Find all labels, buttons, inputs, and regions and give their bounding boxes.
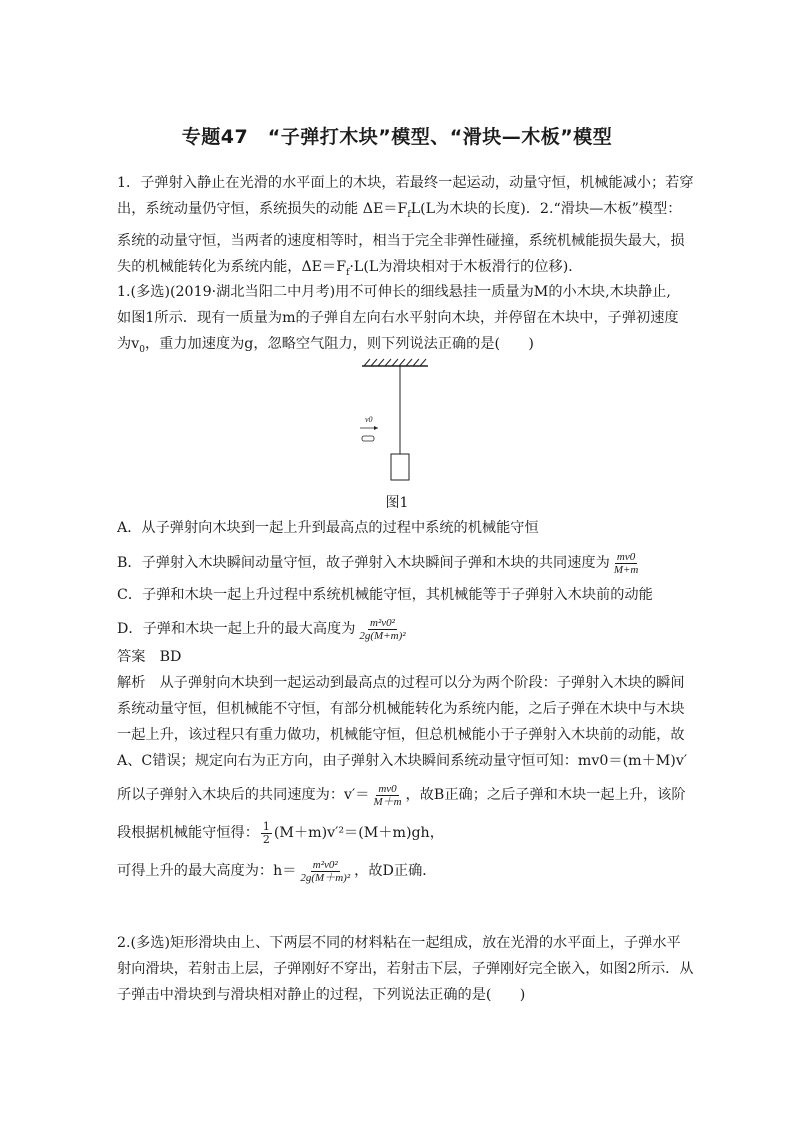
option-a: A．从子弹射向木块到一起上升到最高点的过程中系统的机械能守恒 xyxy=(117,520,539,536)
intro-line-1: 1．子弹射入静止在光滑的水平面上的木块，若最终一起运动，动量守恒，机械能减小；若穿 xyxy=(117,175,694,191)
option-d: D．子弹和木块一起上升的最大高度为 $\frac{\text{m²v0²}}{\text{2g(M+m)²}}$ xyxy=(117,616,406,642)
ceiling-hatch xyxy=(364,359,426,366)
option-c: C．子弹和木块一起上升过程中系统机械能守恒，其机械能等于子弹射入木块前的动能 xyxy=(117,587,653,603)
question-1-stem xyxy=(117,279,682,363)
intro-line-2: 出，系统动量仍守恒，系统损失的动能 $\Delta E=F_fL(L$为木块的长度)．2.“滑块—木板”模型： xyxy=(117,201,682,220)
q1-stem-line-3: 为$v_0$，重力加速度为g，忽略空气阻力，则下列说法正确的是( ) xyxy=(117,336,534,355)
q1-stem-line-1: 1.(多选)(2019·湖北当阳二中月考)用不可伸长的细线悬挂一质量为M的小木块,木块静止, xyxy=(117,284,671,300)
analysis-line-4: A、C错误；规定向右为正方向，由子弹射入木块瞬间系统动量守恒可知：mv0＝(m＋M)v′ xyxy=(117,753,688,769)
intro-line-4: 失的机械能转化为系统内能，$\Delta E=F_f\cdot L(L$为滑块相对于木板滑行的位移)． xyxy=(117,258,583,278)
analysis-line-7: 可得上升的最大高度为：h＝ $\frac{\text{m²v0²}}{\text{2g(M＋m)²}}$ ，故D正确． xyxy=(117,858,437,884)
v0-label: v0 xyxy=(365,415,373,424)
intro-line-3: 系统的动量守恒，当两者的速度相等时，相当于完全非弹性碰撞，系统机械能损失最大，损 xyxy=(117,232,685,249)
bullet xyxy=(362,436,374,441)
q2-line-3: 子弹击中滑块到与滑块相对静止的过程，下列说法正确的是( ) xyxy=(117,987,526,1003)
pendulum-figure xyxy=(340,358,450,488)
analysis-line-5: 所以子弹射入木块后的共同速度为：v′＝ $\frac{mv0}{M+m}$ ，故B正确；之后子弹和木块一起上升，该阶 xyxy=(117,782,686,808)
analysis-line-3: 一起上升，该过程只有重力做功，机械能守恒，但总机械能小于子弹射入木块前的动能，故 xyxy=(117,727,685,743)
answer-line: 答案 BD xyxy=(117,649,182,665)
q2-line-1: 2.(多选)矩形滑块由上、下两层不同的材料粘在一起组成，放在光滑的水平面上，子弹水平 xyxy=(117,935,681,951)
analysis-line-2: 系统动量守恒，但机械能不守恒，有部分机械能转化为系统内能，之后子弹在木块中与木块 xyxy=(117,701,685,717)
page-title: 专题47 “子弹打木块”模型、“滑块—木板”模型 xyxy=(181,126,613,148)
intro-paragraph xyxy=(117,170,694,286)
q1-stem-line-2: 如图1所示．现有一质量为m的子弹自左向右水平射向木块，并停留在木块中，子弹初速度 xyxy=(117,310,679,326)
question-1-options xyxy=(117,515,688,884)
question-2-stem xyxy=(117,930,694,1008)
option-b: B．子弹射入木块瞬间动量守恒，故子弹射入木块瞬间子弹和木块的共同速度为 $\frac{mv0}{M+m}$ xyxy=(117,550,639,576)
analysis-line-1: 解析 从子弹射向木块到一起运动到最高点的过程可以分为两个阶段：子弹射入木块的瞬间 xyxy=(117,675,685,691)
analysis-line-6: 段根据机械能守恒得： $\frac{1}{2}$ (M＋m)v′²＝(M＋m)gh， xyxy=(117,819,444,846)
figure-1-caption: 图1 xyxy=(385,495,409,511)
wood-block xyxy=(391,454,409,480)
q2-line-2: 射向滑块，若射击上层，子弹刚好不穿出，若射击下层，子弹刚好完全嵌入，如图2所示．从 xyxy=(117,961,694,977)
